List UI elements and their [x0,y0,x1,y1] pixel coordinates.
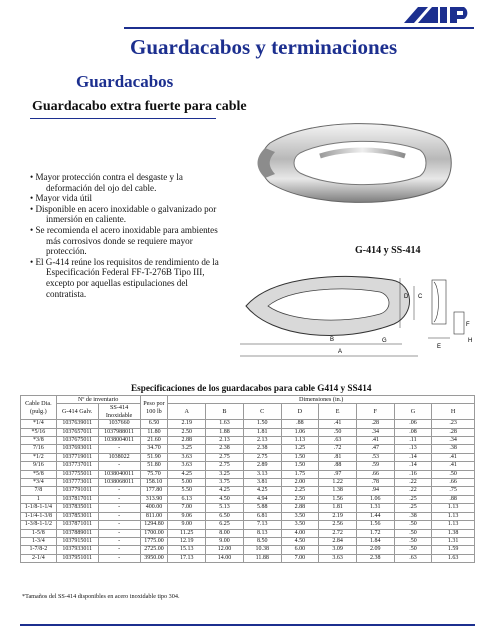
table-cell: .53 [356,453,394,461]
table-row [21,479,475,487]
feature-item: • Disponible en acero inoxidable o galvanizado por inmersión en caliente. [30,203,217,225]
col-header-h: H [432,404,475,420]
col-header-c: C [243,404,281,420]
table-cell: .50 [394,537,432,545]
table-cell: 4.50 [281,537,319,545]
table-cell: .14 [394,453,432,461]
table-cell: *5/16 [21,428,57,436]
table-cell: - [98,554,140,562]
table-cell: .88 [319,462,357,470]
table-cell: 11.80 [140,428,168,436]
table-cell: 1037639011 [56,420,98,428]
table-cell: - [98,546,140,554]
table-cell: .88 [281,420,319,428]
table-cell: 1037719011 [56,453,98,461]
table-cell: .72 [319,445,357,453]
table-cell: 4.00 [281,529,319,537]
table-cell: 1037817011 [56,495,98,503]
table-cell: .50 [394,546,432,554]
title-rule [124,27,474,29]
table-row [21,445,475,453]
table-cell: 2.89 [243,462,281,470]
table-cell: 3.50 [281,512,319,520]
table-cell: 7/16 [21,445,57,453]
table-cell: 1037737011 [56,462,98,470]
table-row [21,529,475,537]
table-cell: - [98,462,140,470]
table-cell: 1037755011 [56,470,98,478]
table-cell: 1700.00 [140,529,168,537]
table-cell: .41 [432,453,475,461]
table-cell: 7.13 [243,521,281,529]
feature-list [30,172,235,299]
table-cell: 4.50 [206,495,244,503]
table-cell: 1037951011 [56,554,98,562]
table-cell: .38 [432,445,475,453]
table-cell: .50 [319,428,357,436]
drawing-label-b: B [330,337,335,343]
table-cell: 1.06 [281,428,319,436]
table-cell: 1.38 [432,529,475,537]
table-cell: .14 [394,462,432,470]
table-cell: .22 [394,479,432,487]
table-cell: .50 [394,529,432,537]
table-cell: 1.56 [356,521,394,529]
table-cell: 1-7/8-2 [21,546,57,554]
table-cell: 2.56 [319,521,357,529]
table-cell: 1-3/4 [21,537,57,545]
table-cell: - [98,537,140,545]
table-cell: 2.50 [168,428,206,436]
table-cell: .66 [432,479,475,487]
table-cell: .13 [394,445,432,453]
table-cell: 1294.80 [140,521,168,529]
table-row [21,512,475,520]
table-cell: 177.80 [140,487,168,495]
table-title: Especificaciones de los guardacabos para cable G414 y SS414 [131,383,372,393]
table-cell: 75.70 [140,470,168,478]
col-header-e: E [319,404,357,420]
table-cell: .25 [394,504,432,512]
table-cell: 2.09 [356,546,394,554]
table-cell: 6.25 [206,521,244,529]
table-cell: 400.00 [140,504,168,512]
table-cell: 1.50 [281,462,319,470]
table-cell: .41 [319,420,357,428]
col-header-inventory: Nº de inventario [56,396,140,404]
table-cell: 2725.00 [140,546,168,554]
table-cell: 2.84 [319,537,357,545]
table-cell: 1-3/8-1-1/2 [21,521,57,529]
col-header-a: A [168,404,206,420]
table-cell: 2.19 [319,512,357,520]
table-cell: 1.63 [432,554,475,562]
model-label: G-414 y SS-414 [355,245,421,256]
table-row [21,462,475,470]
table-cell: .11 [394,437,432,445]
subtitle-rule [30,118,216,119]
table-cell: .34 [432,437,475,445]
table-cell: .94 [356,487,394,495]
table-cell: 2.38 [206,445,244,453]
table-cell: 2.13 [243,437,281,445]
table-cell: 2.25 [281,487,319,495]
bottom-rule [20,624,475,626]
spec-table-body [21,420,475,563]
table-cell: - [98,445,140,453]
table-cell: 9/16 [21,462,57,470]
table-cell: 1037988011 [98,428,140,436]
table-cell: 2.13 [206,437,244,445]
table-cell: 1.75 [281,470,319,478]
table-cell: 1038040011 [98,470,140,478]
table-cell: 1.72 [356,529,394,537]
table-cell: 1037835011 [56,504,98,512]
table-row [21,428,475,436]
drawing-label-a: A [338,349,343,355]
table-cell: .78 [356,479,394,487]
table-cell: 313.90 [140,495,168,503]
table-cell: 1037853011 [56,512,98,520]
table-cell: 14.00 [206,554,244,562]
table-cell: 6.50 [140,420,168,428]
table-cell: *3/8 [21,437,57,445]
feature-item: • Mayor protección contra el desgaste y la deformación del ojo del cable. [30,172,183,193]
table-cell: 1775.00 [140,537,168,545]
table-cell: .41 [432,462,475,470]
table-cell: 1038068011 [98,479,140,487]
table-cell: 1.56 [319,495,357,503]
table-row [21,537,475,545]
drawing-label-h: H [468,338,473,344]
drawing-label-f: F [466,322,470,328]
table-cell: 1.31 [356,504,394,512]
col-header-dimensions: Dimensiones (in.) [168,396,475,404]
table-cell: 1-1/4-1-3/8 [21,512,57,520]
table-cell: .06 [394,420,432,428]
table-cell: 3.13 [243,470,281,478]
drawing-label-e: E [437,344,442,350]
table-cell: 4.25 [243,487,281,495]
table-cell: 3.09 [319,546,357,554]
table-cell: 2-1/4 [21,554,57,562]
table-cell: 1037915011 [56,537,98,545]
table-cell: 5.00 [168,479,206,487]
table-cell: 17.13 [168,554,206,562]
table-row [21,470,475,478]
col-header-f: F [356,404,394,420]
table-cell: 8.00 [206,529,244,537]
table-cell: 15.13 [168,546,206,554]
table-cell: .50 [432,470,475,478]
table-cell: 2.00 [281,479,319,487]
table-cell: 1.63 [206,420,244,428]
table-cell: - [98,495,140,503]
table-cell: *5/8 [21,470,57,478]
table-cell: 1-5/8 [21,529,57,537]
table-cell: 12.19 [168,537,206,545]
table-cell: *1/4 [21,420,57,428]
table-cell: 9.00 [206,537,244,545]
table-cell: *3/4 [21,479,57,487]
table-cell: 34.70 [140,445,168,453]
table-cell: .38 [394,512,432,520]
table-cell: 6.00 [281,546,319,554]
table-cell: 5.88 [243,504,281,512]
table-cell: 6.13 [168,495,206,503]
section-title: Guardacabos [76,72,174,91]
table-cell: .75 [432,487,475,495]
table-cell: 1.13 [432,512,475,520]
table-cell: .25 [394,495,432,503]
table-cell: .88 [432,495,475,503]
table-cell: 2.75 [206,462,244,470]
feature-item: • Se recomienda el acero inoxidable para ambientes más corrosivos donde se requiere mayor protección. [30,224,218,257]
table-cell: - [98,504,140,512]
table-cell: 7.00 [168,504,206,512]
table-cell: .59 [356,462,394,470]
drawing-label-c: C [418,294,423,300]
table-cell: .16 [394,470,432,478]
table-cell: 2.38 [356,554,394,562]
product-subtitle: Guardacabo extra fuerte para cable [32,99,247,114]
alp-logo-icon [402,4,474,24]
table-cell: 4.25 [168,470,206,478]
table-cell: 2.88 [168,437,206,445]
table-cell: 811.00 [140,512,168,520]
drawing-label-d: D [404,294,409,300]
table-row [21,487,475,495]
table-cell: 1.59 [432,546,475,554]
table-cell: .63 [319,437,357,445]
table-cell: 2.75 [206,453,244,461]
table-cell: - [98,487,140,495]
table-cell: .22 [394,487,432,495]
table-cell: 1037889011 [56,529,98,537]
table-cell: - [98,512,140,520]
table-cell: 1.88 [206,428,244,436]
thimble-photo [250,108,462,218]
table-cell: .23 [432,420,475,428]
table-cell: 1.50 [281,453,319,461]
spec-table [20,395,475,563]
table-cell: 1.31 [432,537,475,545]
table-cell: 3.63 [319,554,357,562]
table-cell: 9.00 [168,521,206,529]
table-cell: 1037657011 [56,428,98,436]
table-cell: 8.50 [243,537,281,545]
table-cell: 6.81 [243,512,281,520]
table-cell: 1.22 [319,479,357,487]
table-cell: 1.06 [356,495,394,503]
table-row [21,554,475,562]
table-cell: 1037693011 [56,445,98,453]
table-cell: 2.88 [281,504,319,512]
table-cell: 1038022 [98,453,140,461]
table-row [21,453,475,461]
col-header-ss414: SS-414 Inoxidable [98,404,140,420]
table-row [21,420,475,428]
table-cell: 1.13 [281,437,319,445]
table-cell: 1037660 [98,420,140,428]
table-cell: 7.00 [281,554,319,562]
table-cell: 3.25 [206,470,244,478]
table-cell: .66 [356,470,394,478]
col-header-g414: G-414 Galv. [56,404,98,420]
table-cell: 1.84 [356,537,394,545]
table-cell: 4.94 [243,495,281,503]
table-cell: 51.80 [140,462,168,470]
table-cell: 3.75 [206,479,244,487]
table-row [21,546,475,554]
table-cell: 3.25 [168,445,206,453]
table-cell: 1038004011 [98,437,140,445]
table-cell: - [98,529,140,537]
table-cell: .97 [319,470,357,478]
table-cell: 1.13 [432,504,475,512]
col-header-d: D [281,404,319,420]
table-cell: 2.75 [243,453,281,461]
table-cell: 10.38 [243,546,281,554]
table-cell: 1.13 [432,521,475,529]
page-title: Guardacabos y terminaciones [130,35,398,59]
table-cell: .28 [432,428,475,436]
table-cell: .81 [319,453,357,461]
col-header-g: G [394,404,432,420]
table-cell: 11.88 [243,554,281,562]
thimble-dimension-drawing [232,258,480,370]
table-cell: 1-1/8-1-1/4 [21,504,57,512]
drawing-label-g: G [382,338,387,344]
table-cell: 1 [21,495,57,503]
table-cell: - [98,521,140,529]
table-row [21,495,475,503]
table-cell: 3.50 [281,521,319,529]
table-cell: 1037933011 [56,546,98,554]
table-cell: 1.38 [319,487,357,495]
table-cell: 1.44 [356,512,394,520]
table-cell: 11.25 [168,529,206,537]
table-cell: 158.10 [140,479,168,487]
table-cell: 3.81 [243,479,281,487]
feature-item: • Mayor vida útil [30,193,93,204]
table-row [21,504,475,512]
table-cell: 2.19 [168,420,206,428]
table-cell: 5.13 [206,504,244,512]
table-cell: 1.50 [243,420,281,428]
table-cell: 2.38 [243,445,281,453]
table-cell: .08 [394,428,432,436]
table-row [21,437,475,445]
table-cell: 2.50 [281,495,319,503]
table-cell: 12.00 [206,546,244,554]
table-cell: 1037791011 [56,487,98,495]
table-cell: 3.63 [168,462,206,470]
table-cell: 21.60 [140,437,168,445]
table-cell: .34 [356,428,394,436]
table-cell: 2.72 [319,529,357,537]
table-cell: .47 [356,445,394,453]
table-cell: 1.81 [319,504,357,512]
table-footnote: *Tamaños del SS-414 disponibles en acero inoxidable tipo 304. [22,593,180,600]
table-cell: 7/8 [21,487,57,495]
table-cell: 8.13 [243,529,281,537]
feature-item: • El G-414 reúne los requisitos de rendimiento de la Especificación Federal FF-T-276B Tipo III, excepto por aquellas estipulaciones del contratista. [30,256,219,299]
col-header-b: B [206,404,244,420]
table-cell: 51.90 [140,453,168,461]
col-header-cable: Cable Dia. (pulg.) [21,396,57,420]
col-header-weight: Peso por 100 lb [140,396,168,420]
table-cell: 3950.00 [140,554,168,562]
table-cell: 9.06 [168,512,206,520]
table-cell: 5.50 [168,487,206,495]
table-cell: .63 [394,554,432,562]
table-cell: 1.25 [281,445,319,453]
table-cell: 1.81 [243,428,281,436]
table-cell: 1037675011 [56,437,98,445]
table-row [21,521,475,529]
table-cell: 6.50 [206,512,244,520]
table-cell: 1037871011 [56,521,98,529]
table-cell: .28 [356,420,394,428]
table-cell: *1/2 [21,453,57,461]
table-cell: .50 [394,521,432,529]
table-cell: 3.63 [168,453,206,461]
table-cell: 1037773011 [56,479,98,487]
table-cell: .41 [356,437,394,445]
table-cell: 4.25 [206,487,244,495]
